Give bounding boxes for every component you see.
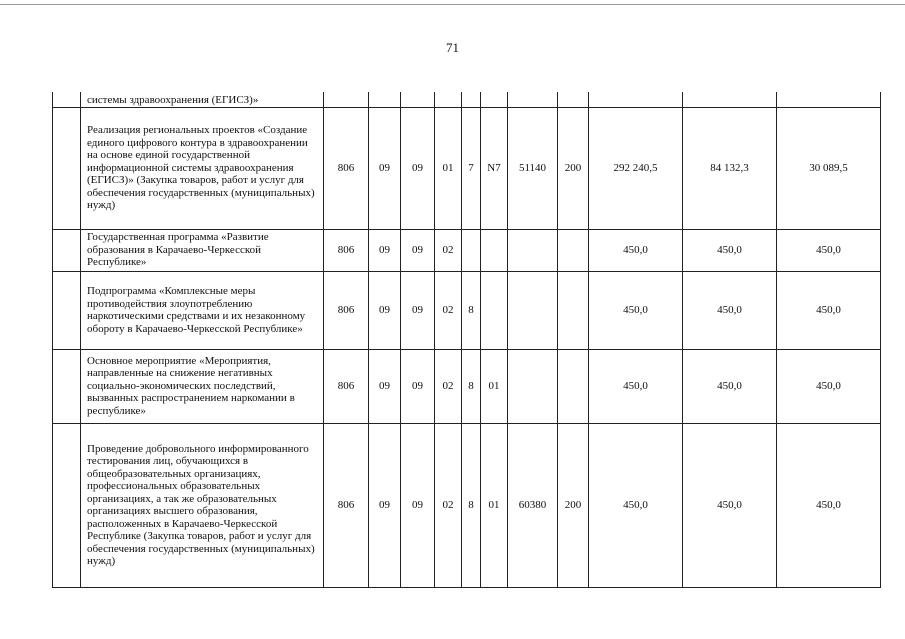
section-code-cell: 09: [369, 423, 401, 587]
ministry-code-cell: 806: [324, 229, 369, 271]
item-name-cell: системы здравоохранения (ЕГИСЗ)»: [81, 92, 324, 107]
expense-type-code-cell: [558, 271, 589, 349]
event-code-cell: 01: [481, 349, 508, 423]
subprogram-code-cell: 8: [462, 271, 481, 349]
program-code-cell: 01: [435, 107, 462, 229]
scan-top-edge: [0, 4, 905, 5]
ministry-code-cell: 806: [324, 107, 369, 229]
program-code-cell: [435, 92, 462, 107]
event-code-cell: 01: [481, 423, 508, 587]
row-index-cell: [53, 349, 81, 423]
section-code-cell: [369, 92, 401, 107]
program-code-cell: 02: [435, 423, 462, 587]
event-code-cell: [481, 229, 508, 271]
amount-year-1-cell: 292 240,5: [589, 107, 683, 229]
program-code-cell: 02: [435, 229, 462, 271]
table-row: [53, 423, 881, 587]
amount-year-2-cell: [683, 92, 777, 107]
section-code-cell: 09: [369, 271, 401, 349]
expense-type-code-cell: 200: [558, 423, 589, 587]
amount-year-2-cell: 450,0: [683, 349, 777, 423]
table-row: [53, 92, 881, 107]
subsection-code-cell: 09: [401, 349, 435, 423]
budget-table: [52, 92, 881, 588]
page-number: 71: [446, 40, 459, 55]
direction-code-cell: [508, 92, 558, 107]
ministry-code-cell: [324, 92, 369, 107]
row-index-cell: [53, 92, 81, 107]
direction-code-cell: 60380: [508, 423, 558, 587]
amount-year-1-cell: 450,0: [589, 229, 683, 271]
item-name-cell: Реализация региональных проектов «Создание единого цифрового контура в здравоохранении на основе единой государственной информационной системы здравоохранения (ЕГИСЗ)» (Закупка товаров, работ и услуг для обеспечения государственных (муниципальных) нужд): [81, 107, 324, 229]
amount-year-2-cell: 450,0: [683, 271, 777, 349]
expense-type-code-cell: [558, 349, 589, 423]
amount-year-2-cell: 84 132,3: [683, 107, 777, 229]
subsection-code-cell: 09: [401, 423, 435, 587]
direction-code-cell: [508, 349, 558, 423]
item-name-cell: Проведение добровольного информированного тестирования лиц, обучающихся в общеобразовательных организациях, профессиональных образовательных организациях, а так же образовательных организациях высшего образования, расположенных в Карачаево-Черкесской Республике (Закупка товаров, работ и услуг для обеспечения государственных (муниципальных) нужд): [81, 423, 324, 587]
subsection-code-cell: 09: [401, 229, 435, 271]
direction-code-cell: 51140: [508, 107, 558, 229]
subsection-code-cell: 09: [401, 107, 435, 229]
table-row: [53, 229, 881, 271]
amount-year-3-cell: 30 089,5: [777, 107, 881, 229]
expense-type-code-cell: [558, 229, 589, 271]
amount-year-3-cell: 450,0: [777, 423, 881, 587]
item-name-cell: Подпрограмма «Комплексные меры противодействия злоупотреблению наркотическими средствами и их незаконному обороту в Карачаево-Черкесской Республике»: [81, 271, 324, 349]
amount-year-2-cell: 450,0: [683, 229, 777, 271]
amount-year-3-cell: [777, 92, 881, 107]
event-code-cell: N7: [481, 107, 508, 229]
subsection-code-cell: 09: [401, 271, 435, 349]
direction-code-cell: [508, 229, 558, 271]
amount-year-1-cell: 450,0: [589, 349, 683, 423]
table-row: [53, 107, 881, 229]
subprogram-code-cell: 8: [462, 423, 481, 587]
event-code-cell: [481, 271, 508, 349]
subprogram-code-cell: 7: [462, 107, 481, 229]
table-row: [53, 349, 881, 423]
item-name-cell: Основное мероприятие «Мероприятия, направленные на снижение негативных социально-экономических последствий, вызванных распространением наркомании в республике»: [81, 349, 324, 423]
amount-year-1-cell: [589, 92, 683, 107]
subprogram-code-cell: 8: [462, 349, 481, 423]
subsection-code-cell: [401, 92, 435, 107]
direction-code-cell: [508, 271, 558, 349]
ministry-code-cell: 806: [324, 349, 369, 423]
row-index-cell: [53, 229, 81, 271]
expense-type-code-cell: 200: [558, 107, 589, 229]
section-code-cell: 09: [369, 349, 401, 423]
amount-year-1-cell: 450,0: [589, 271, 683, 349]
amount-year-2-cell: 450,0: [683, 423, 777, 587]
amount-year-3-cell: 450,0: [777, 349, 881, 423]
ministry-code-cell: 806: [324, 423, 369, 587]
event-code-cell: [481, 92, 508, 107]
program-code-cell: 02: [435, 271, 462, 349]
subprogram-code-cell: [462, 92, 481, 107]
row-index-cell: [53, 271, 81, 349]
table-row: [53, 271, 881, 349]
amount-year-3-cell: 450,0: [777, 271, 881, 349]
row-index-cell: [53, 107, 81, 229]
subprogram-code-cell: [462, 229, 481, 271]
expense-type-code-cell: [558, 92, 589, 107]
row-index-cell: [53, 423, 81, 587]
section-code-cell: 09: [369, 107, 401, 229]
item-name-cell: Государственная программа «Развитие образования в Карачаево-Черкесской Республике»: [81, 229, 324, 271]
amount-year-3-cell: 450,0: [777, 229, 881, 271]
ministry-code-cell: 806: [324, 271, 369, 349]
program-code-cell: 02: [435, 349, 462, 423]
amount-year-1-cell: 450,0: [589, 423, 683, 587]
section-code-cell: 09: [369, 229, 401, 271]
